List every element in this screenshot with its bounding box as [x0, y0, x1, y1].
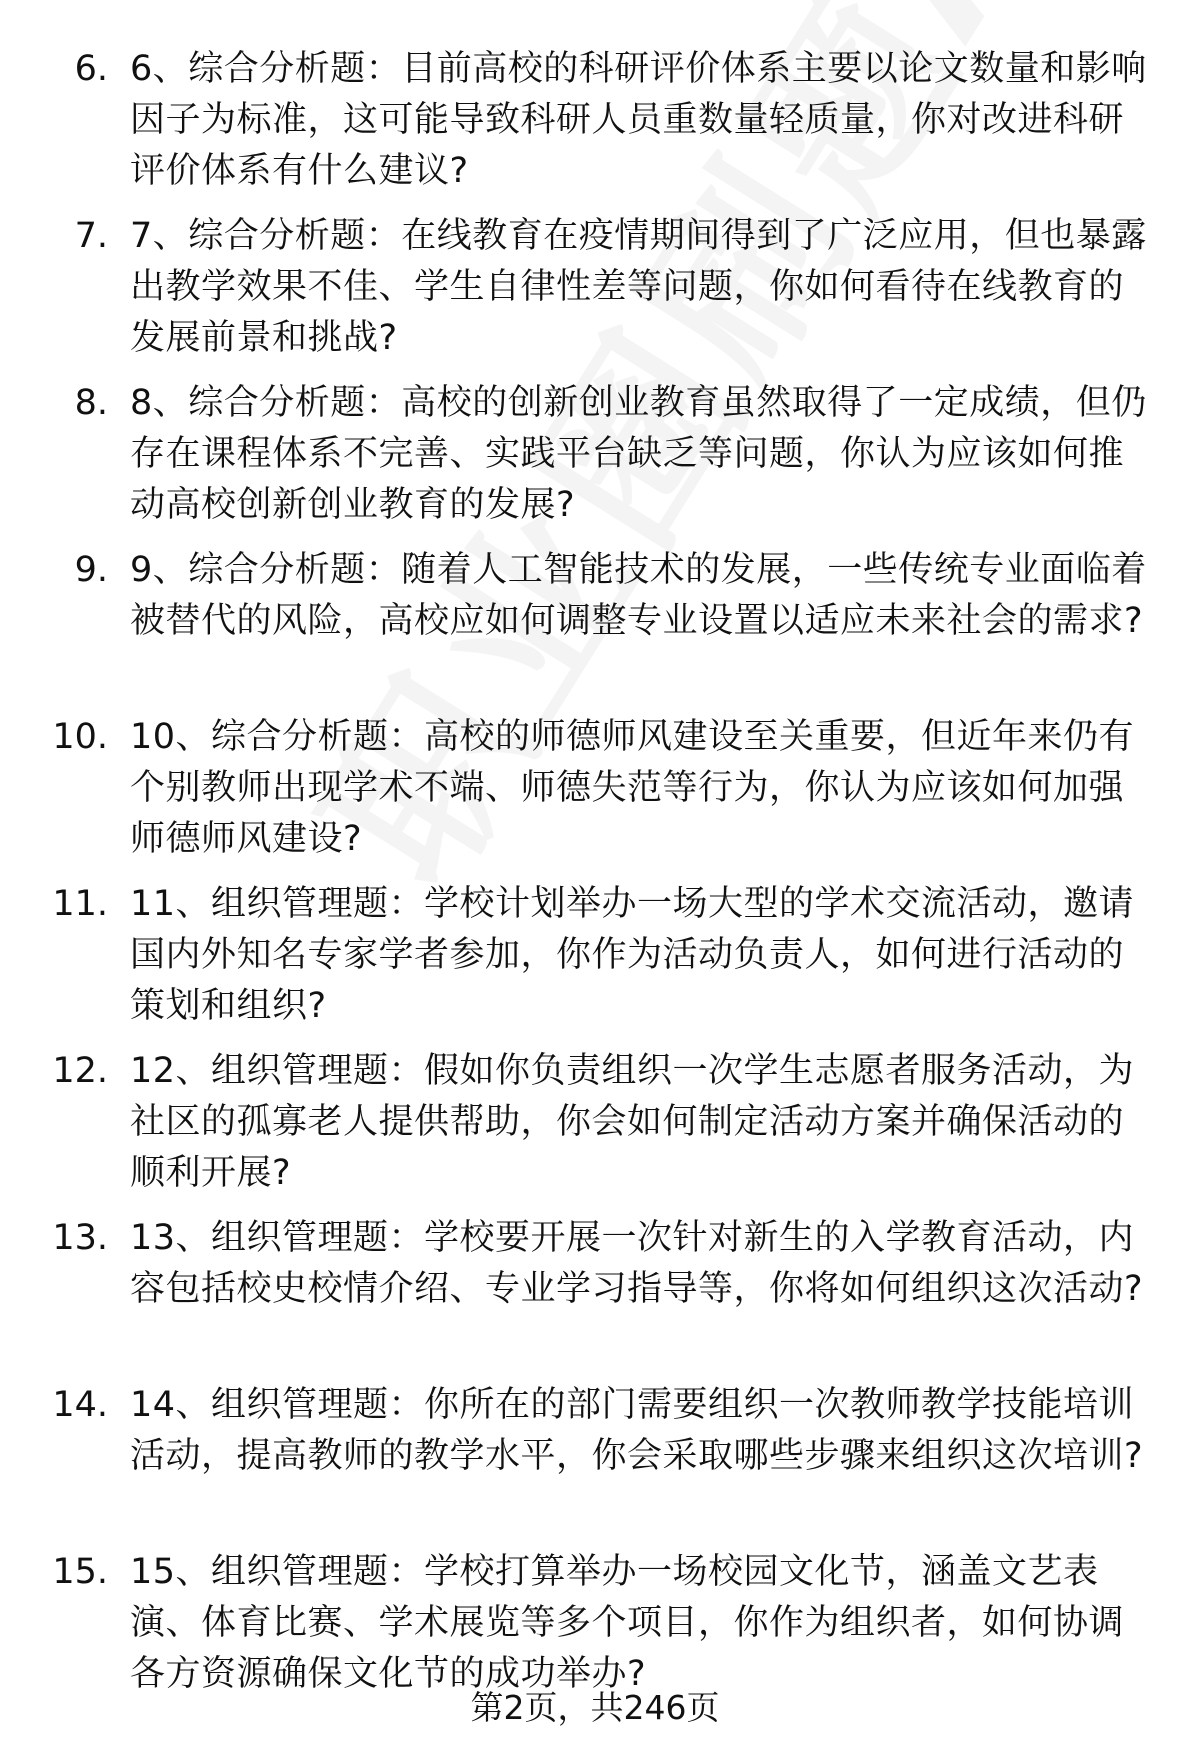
question-number: 14. — [52, 1385, 108, 1425]
question-number: 10. — [52, 717, 108, 757]
question-text: 11、组织管理题：学校计划举办一场大型的学术交流活动，邀请国内外知名专家学者参加，你作为活动负责人，如何进行活动的策划和组织? — [130, 884, 1135, 1026]
question-number: 11. — [52, 884, 108, 924]
question-number: 12. — [52, 1051, 108, 1091]
question-item — [0, 1380, 1190, 1547]
question-text: 7、综合分析题：在线教育在疫情期间得到了广泛应用，但也暴露出教学效果不佳、学生自律性差等问题，你如何看待在线教育的发展前景和挑战? — [130, 216, 1147, 358]
question-item — [0, 712, 1190, 879]
question-item — [0, 378, 1190, 545]
question-list — [0, 44, 1190, 1714]
question-item — [0, 545, 1190, 712]
question-item — [0, 1046, 1190, 1213]
question-text: 10、综合分析题：高校的师德师风建设至关重要，但近年来仍有个别教师出现学术不端、师德失范等行为，你认为应该如何加强师德师风建设? — [130, 717, 1135, 859]
question-text: 15、组织管理题：学校打算举办一场校园文化节，涵盖文艺表演、体育比赛、学术展览等多个项目，你作为组织者，如何协调各方资源确保文化节的成功举办? — [130, 1552, 1125, 1694]
question-number: 7. — [74, 216, 108, 256]
page-footer: 第2页，共246页 — [470, 1688, 720, 1727]
question-number: 6. — [74, 49, 108, 89]
question-text: 13、组织管理题：学校要开展一次针对新生的入学教育活动，内容包括校史校情介绍、专业学习指导等，你将如何组织这次活动? — [130, 1218, 1144, 1309]
question-text: 14、组织管理题：你所在的部门需要组织一次教师教学技能培训活动，提高教师的教学水平，你会采取哪些步骤来组织这次培训? — [130, 1385, 1144, 1476]
question-item — [0, 211, 1190, 378]
question-item — [0, 44, 1190, 211]
question-item — [0, 1213, 1190, 1380]
question-text: 12、组织管理题：假如你负责组织一次学生志愿者服务活动，为社区的孤寡老人提供帮助，你会如何制定活动方案并确保活动的顺利开展? — [130, 1051, 1135, 1193]
question-number: 8. — [74, 383, 108, 423]
question-item — [0, 879, 1190, 1046]
question-number: 9. — [74, 550, 108, 590]
question-text: 9、综合分析题：随着人工智能技术的发展，一些传统专业面临着被替代的风险，高校应如何调整专业设置以适应未来社会的需求? — [130, 550, 1147, 641]
question-number: 15. — [52, 1552, 108, 1592]
question-number: 13. — [52, 1218, 108, 1258]
question-text: 8、综合分析题：高校的创新创业教育虽然取得了一定成绩，但仍存在课程体系不完善、实践平台缺乏等问题，你认为应该如何推动高校创新创业教育的发展? — [130, 383, 1147, 525]
question-text: 6、综合分析题：目前高校的科研评价体系主要以论文数量和影响因子为标准，这可能导致科研人员重数量轻质量，你对改进科研评价体系有什么建议? — [130, 49, 1147, 191]
